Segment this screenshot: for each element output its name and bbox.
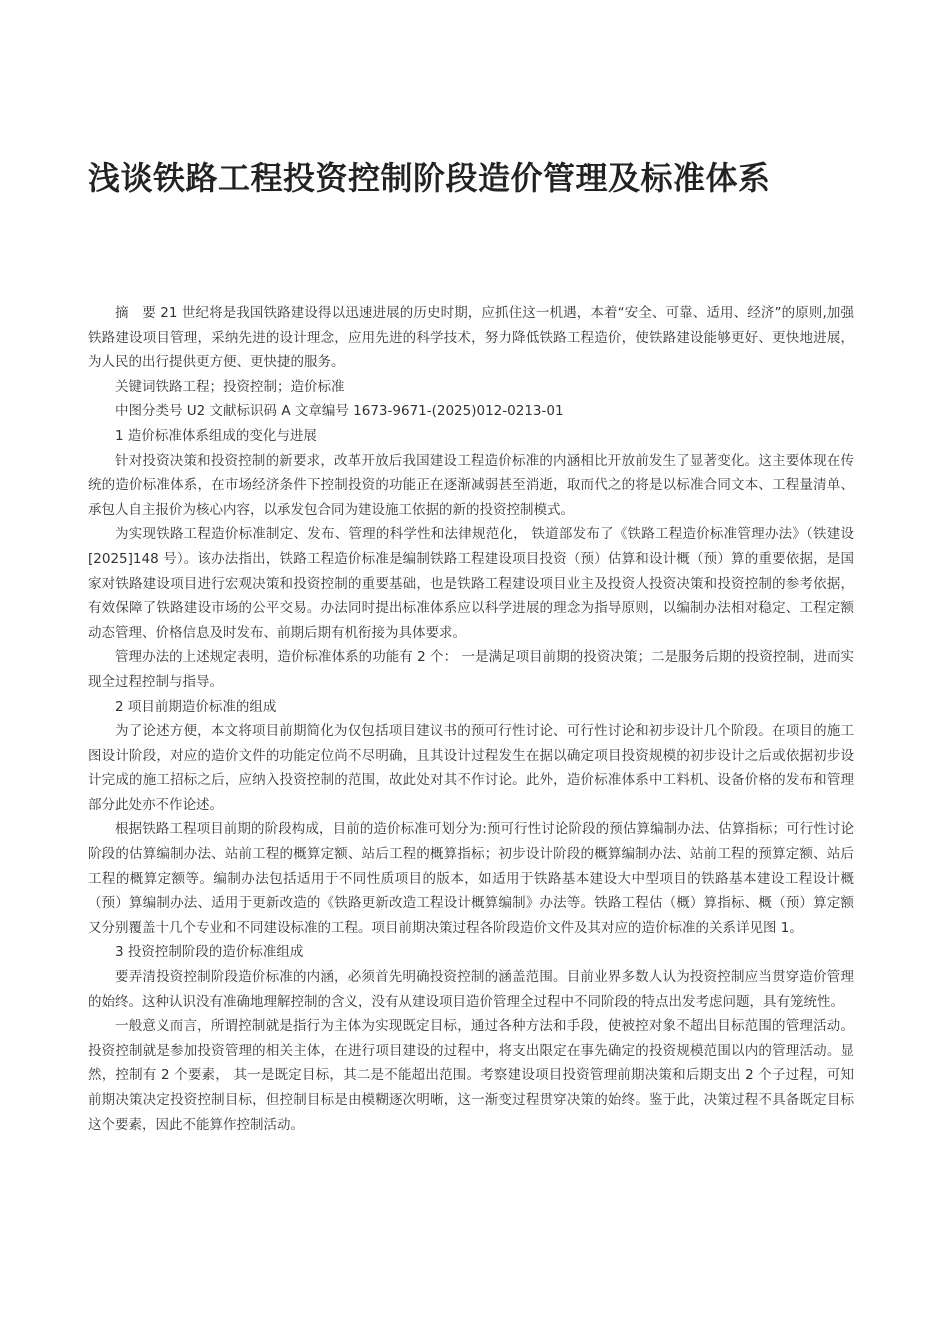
section-heading-1: 1 造价标准体系组成的变化与进展 xyxy=(115,427,317,444)
document-title: 浅谈铁路工程投资控制阶段造价管理及标准体系 xyxy=(88,159,771,197)
body-paragraph: 针对投资决策和投资控制的新要求，改革开放后我国建设工程造价标准的内涵相比开放前发生了显著变化。这主要体现在传统的造价标准体系，在市场经济条件下控制投资的功能正在逐渐减弱甚至消逝，取而代之的将是以标准合同文本、工程量清单、承包人自主报价为核心内容，以承发包合同为建设施工依据的新的投资控制模式。 xyxy=(88,452,854,518)
body-paragraph: 要弄清投资控制阶段造价标准的内涵，必须首先明确投资控制的涵盖范围。目前业界多数人认为投资控制应当贯穿造价管理的始终。这种认识没有准确地理解控制的含义，没有从建设项目造价管理全过程中不同阶段的特点出发考虑问题，具有笼统性。 xyxy=(88,969,854,1010)
document-body xyxy=(88,301,854,1137)
section-heading-3: 3 投资控制阶段的造价标准组成 xyxy=(115,944,304,961)
body-paragraph: 一般意义而言，所谓控制就是指行为主体为实现既定目标，通过各种方法和手段，使被控对象不超出目标范围的管理活动。投资控制就是参加投资管理的相关主体，在进行项目建设的过程中，将支出限定在事先确定的投资规模范围以内的管理活动。显然，控制有 2 个要素， 其一是既定目标，其二是不能超出范围。考察建设项目投资管理前期决策和后期支出 2 个子过程，可知前期决策决定投资控制目标，但控制目标是由模糊逐次明晰，这一渐变过程贯穿决策的始终。鉴于此，决策过程不具备既定目标这个要素，因此不能算作控制活动。 xyxy=(88,1018,854,1133)
body-paragraph: 为了论述方便，本文将项目前期简化为仅包括项目建议书的预可行性讨论、可行性讨论和初步设计几个阶段。在项目的施工图设计阶段，对应的造价文件的功能定位尚不尽明确，且其设计过程发生在据以确定项目投资规模的初步设计之后或依据初步设计完成的施工招标之后，应纳入投资控制的范围，故此处对其不作讨论。此外，造价标准体系中工料机、设备价格的发布和管理部分此处亦不作论述。 xyxy=(88,723,854,813)
classification-line: 中图分类号 U2 文献标识码 A 文章编号 1673-9671-(2025)012-0213-01 xyxy=(115,403,564,420)
abstract-paragraph: 摘 要 21 世纪将是我国铁路建设得以迅速进展的历史时期，应抓住这一机遇，本着“安全、可靠、适用、经济”的原则,加强铁路建设项目管理，采纳先进的设计理念，应用先进的科学技术，努力降低铁路工程造价，使铁路建设能够更好、更快地进展，为人民的出行提供更方便、更快捷的服务。 xyxy=(88,305,854,371)
body-paragraph: 管理办法的上述规定表明，造价标准体系的功能有 2 个： 一是满足项目前期的投资决策；二是服务后期的投资控制，进而实现全过程控制与指导。 xyxy=(88,649,854,690)
body-paragraph: 为实现铁路工程造价标准制定、发布、管理的科学性和法律规范化， 铁道部发布了《铁路工程造价标准管理办法》（铁建设[2025]148 号）。该办法指出，铁路工程造价标准是编制铁路工程建设项目投资（预）估算和设计概（预）算的重要依据，是国家对铁路建设项目进行宏观决策和投资控制的重要基础，也是铁路工程建设项目业主及投资人投资决策和投资控制的参考依据，有效保障了铁路建设市场的公平交易。办法同时提出标准体系应以科学进展的理念为指导原则，以编制办法相对稳定、工程定额动态管理、价格信息及时发布、前期后期有机衔接为具体要求。 xyxy=(88,526,854,641)
body-paragraph: 根据铁路工程项目前期的阶段构成，目前的造价标准可划分为:预可行性讨论阶段的预估算编制办法、估算指标；可行性讨论阶段的估算编制办法、站前工程的概算定额、站后工程的概算指标；初步设计阶段的概算编制办法、站前工程的预算定额、站后工程的概算定额等。编制办法包括适用于不同性质项目的版本，如适用于铁路基本建设大中型项目的铁路基本建设工程设计概（预）算编制办法、适用于更新改造的《铁路更新改造工程设计概算编制》办法等。铁路工程估（概）算指标、概（预）算定额又分别覆盖十几个专业和不同建设标准的工程。项目前期决策过程各阶段造价文件及其对应的造价标准的关系详见图 1。 xyxy=(88,821,854,936)
section-heading-2: 2 项目前期造价标准的组成 xyxy=(115,698,277,715)
keywords-line: 关键词铁路工程；投资控制；造价标准 xyxy=(115,378,345,395)
